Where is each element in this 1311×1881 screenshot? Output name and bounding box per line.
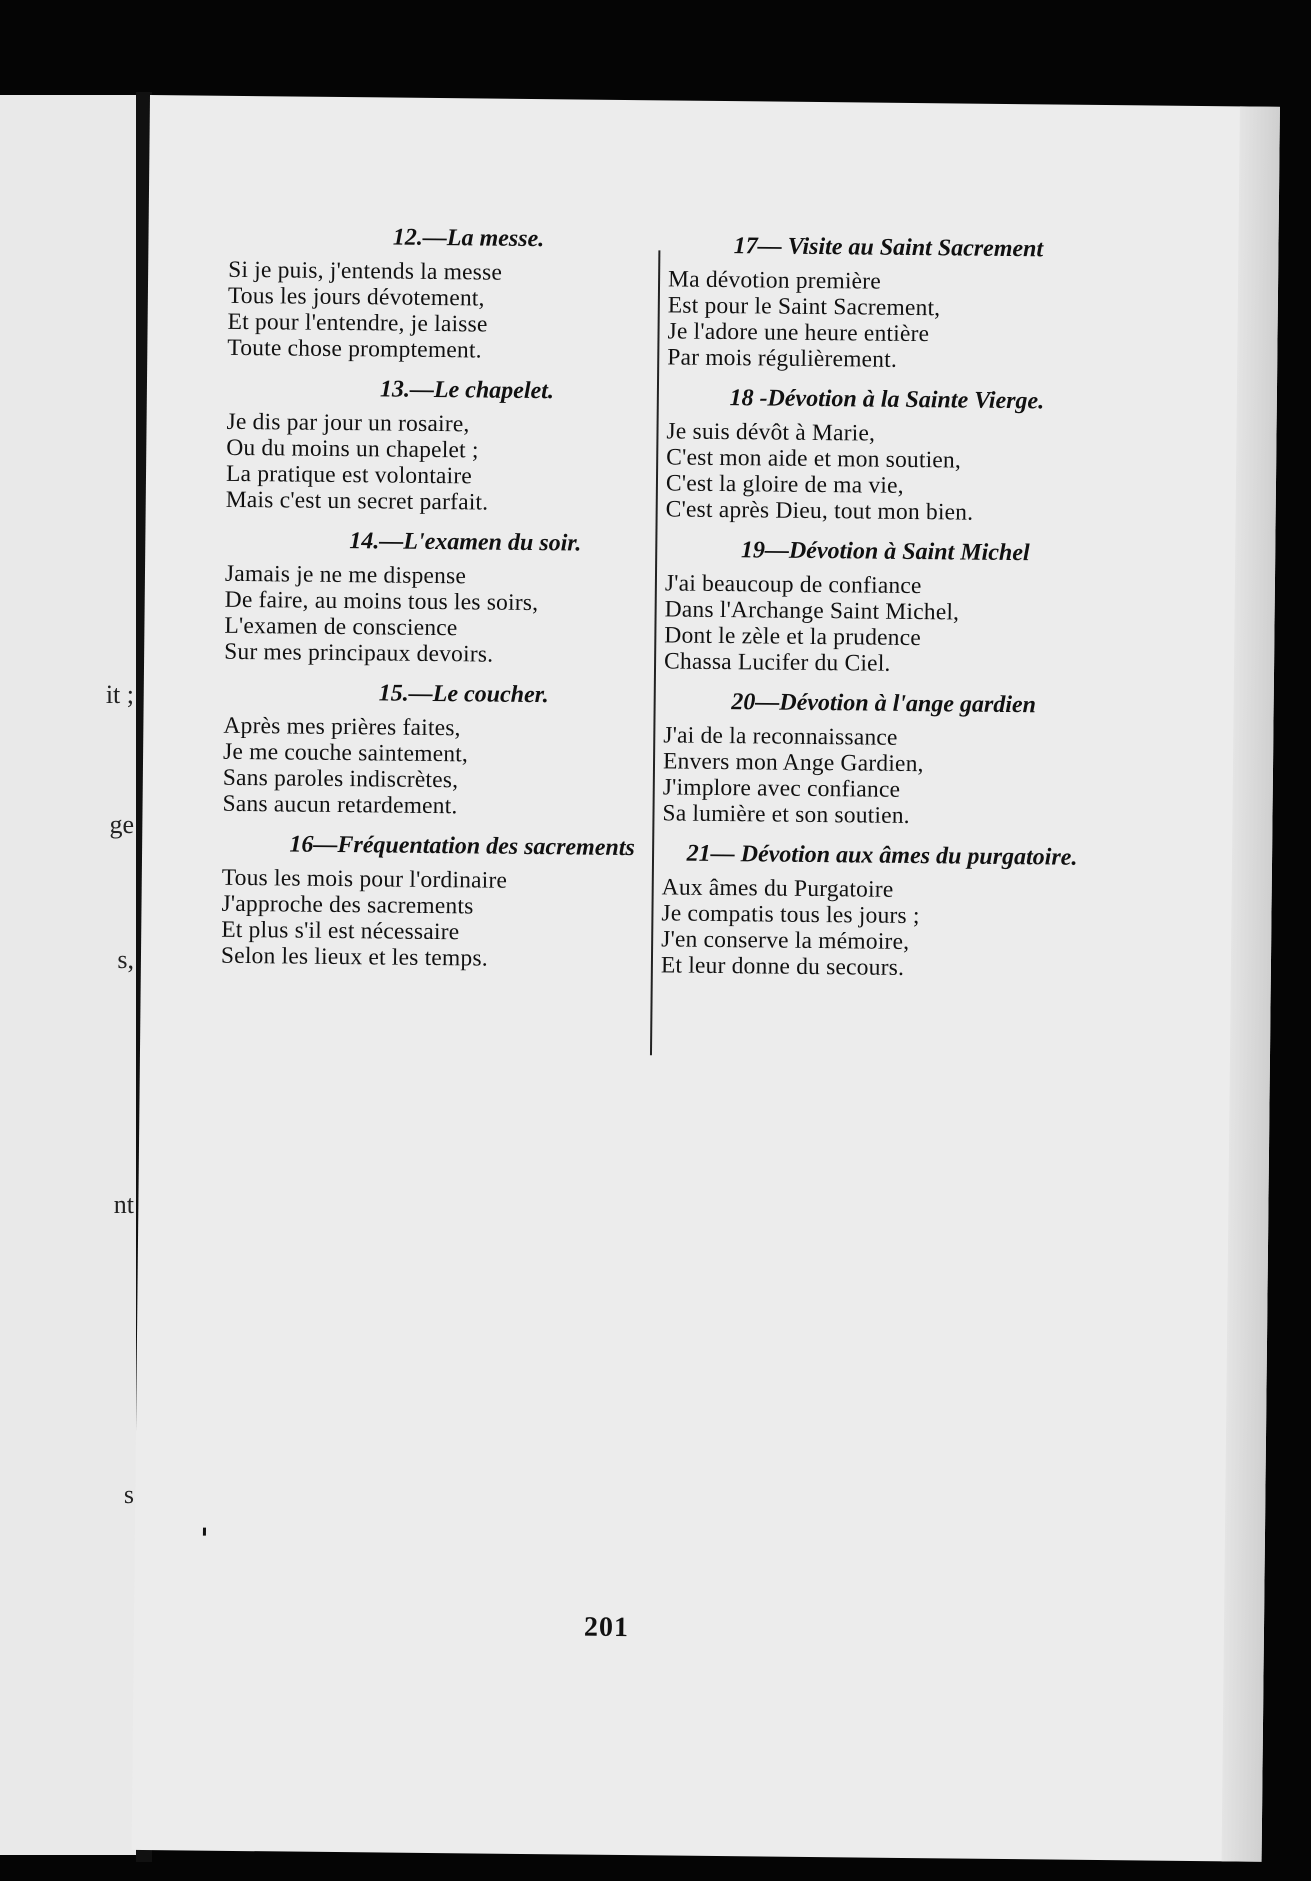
verse-line: Je suis dévôt à Marie, bbox=[666, 418, 876, 447]
verse-heading: 21— Dévotion aux âmes du purgatoire. bbox=[686, 840, 1078, 871]
facing-page bbox=[0, 95, 142, 1855]
facing-page-fragment: ge bbox=[109, 810, 134, 839]
facing-page-fragment: s, bbox=[117, 945, 134, 974]
verse-section bbox=[221, 829, 702, 974]
verse-line: J'ai de la reconnaissance bbox=[663, 722, 898, 751]
verse-line: J'en conserve la mémoire, bbox=[661, 926, 910, 955]
verse-line: Si je puis, j'entends la messe bbox=[228, 256, 503, 286]
verse-section bbox=[226, 373, 707, 518]
verse-line: Ma dévotion première bbox=[667, 266, 882, 295]
verse-section bbox=[664, 534, 1105, 679]
verse-line: Et leur donne du secours. bbox=[660, 952, 905, 981]
verse-section bbox=[662, 686, 1103, 831]
verse-line: Chassa Lucifer du Ciel. bbox=[663, 648, 891, 677]
verse-line: Aux âmes du Purgatoire bbox=[661, 874, 894, 903]
verse-line: La pratique est volontaire bbox=[225, 460, 473, 490]
page-number: 201 bbox=[583, 1611, 630, 1644]
verse-line: Et plus s'il est nécessaire bbox=[221, 916, 460, 946]
verse-line: C'est mon aide et mon soutien, bbox=[666, 444, 962, 474]
verse-heading: 17— Visite au Saint Sacrement bbox=[733, 233, 1044, 263]
verse-line: Tous les mois pour l'ordinaire bbox=[221, 864, 508, 894]
verse-line: Jamais je ne me dispense bbox=[224, 560, 467, 590]
verse-line: Est pour le Saint Sacrement, bbox=[667, 292, 941, 322]
verse-section bbox=[667, 230, 1108, 375]
verse-line: Je dis par jour un rosaire, bbox=[226, 408, 470, 438]
verse-heading: 16—Fréquentation des sacrements bbox=[289, 831, 635, 862]
verse-line: Mais c'est un secret parfait. bbox=[225, 486, 489, 516]
verse-heading: 19—Dévotion à Saint Michel bbox=[740, 537, 1030, 567]
verse-line: Je me couche saintement, bbox=[222, 738, 469, 768]
verse-section bbox=[224, 525, 705, 670]
verse-heading: 20—Dévotion à l'ange gardien bbox=[731, 689, 1037, 719]
verse-line: Dans l'Archange Saint Michel, bbox=[664, 596, 960, 626]
verse-line: Je l'adore une heure entière bbox=[667, 318, 930, 348]
page-edge bbox=[1222, 106, 1280, 1861]
left-column bbox=[221, 221, 709, 986]
verse-line: De faire, au moins tous les soirs, bbox=[224, 586, 539, 617]
verse-section bbox=[227, 221, 708, 366]
verse-line: L'examen de conscience bbox=[224, 612, 458, 642]
verse-heading: 18 -Dévotion à la Sainte Vierge. bbox=[729, 385, 1045, 415]
verse-line: J'approche des sacrements bbox=[221, 890, 474, 920]
verse-heading: 13.—Le chapelet. bbox=[379, 376, 555, 405]
verse-line: Après mes prières faites, bbox=[223, 712, 461, 742]
verse-section bbox=[661, 838, 1102, 983]
facing-page-fragment: s bbox=[123, 1480, 134, 1509]
verse-line: C'est après Dieu, tout mon bien. bbox=[665, 496, 974, 526]
verse-line: Selon les lieux et les temps. bbox=[220, 942, 488, 972]
verse-line: Et pour l'entendre, je laisse bbox=[227, 308, 488, 338]
verse-line: Tous les jours dévotement, bbox=[227, 282, 485, 312]
verse-section bbox=[222, 677, 703, 822]
verse-line: Dont le zèle et la prudence bbox=[664, 622, 922, 652]
verse-heading: 12.—La messe. bbox=[392, 224, 545, 253]
book-page bbox=[132, 95, 1280, 1862]
verse-line: Sans paroles indiscrètes, bbox=[222, 764, 459, 794]
verse-line: Sa lumière et son soutien. bbox=[662, 800, 910, 829]
verse-heading: 14.—L'examen du soir. bbox=[349, 528, 582, 557]
verse-line: J'implore avec confiance bbox=[662, 774, 901, 803]
verse-line: Toute chose promptement. bbox=[227, 334, 482, 364]
verse-section bbox=[666, 382, 1107, 527]
verse-line: Je compatis tous les jours ; bbox=[661, 900, 920, 930]
verse-line: J'ai beaucoup de confiance bbox=[664, 570, 922, 600]
verse-line: Par mois régulièrement. bbox=[667, 344, 898, 373]
verse-line: Envers mon Ange Gardien, bbox=[662, 748, 924, 778]
facing-page-fragment: nt bbox=[113, 1190, 134, 1219]
ink-speck bbox=[203, 1528, 206, 1536]
facing-page-fragment: it ; bbox=[105, 680, 134, 709]
verse-line: Ou du moins un chapelet ; bbox=[226, 434, 479, 464]
verse-line: Sans aucun retardement. bbox=[222, 790, 458, 820]
verse-line: Sur mes principaux devoirs. bbox=[224, 638, 494, 668]
verse-line: C'est la gloire de ma vie, bbox=[665, 470, 904, 499]
right-column bbox=[661, 230, 1109, 995]
verse-heading: 15.—Le coucher. bbox=[378, 680, 549, 709]
